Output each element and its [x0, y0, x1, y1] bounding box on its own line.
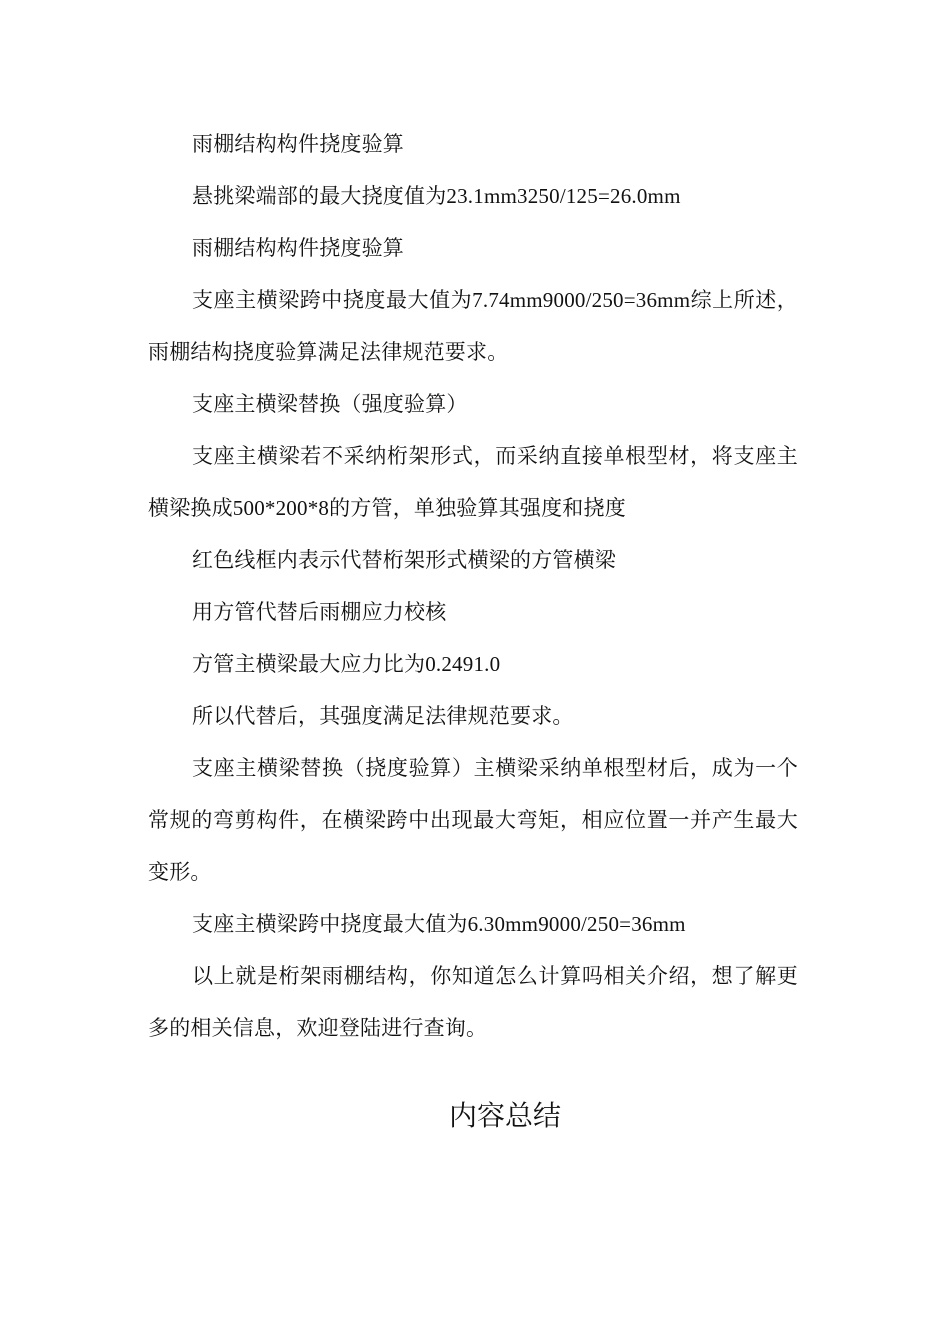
paragraph-cantilever-deflection: 悬挑梁端部的最大挠度值为23.1mm3250/125=26.0mm	[192, 184, 681, 208]
paragraph-main-beam-deflection: 支座主横梁跨中挠度最大值为7.74mm9000/250=36mm综上所述，雨棚结构挠度验算满足法律规范要求。	[148, 288, 798, 364]
paragraph-strength-conclusion: 所以代替后，其强度满足法律规范要求。	[192, 704, 574, 728]
document-body	[148, 118, 798, 1054]
section-title: 内容总结	[448, 1101, 561, 1132]
paragraph-max-stress-ratio: 方管主横梁最大应力比为0.2491.0	[192, 652, 501, 676]
paragraph-stress-check: 用方管代替后雨棚应力校核	[192, 600, 447, 624]
paragraph-beam-replacement-strength: 支座主横梁替换（强度验算）	[192, 392, 468, 416]
paragraph-closing: 以上就是桁架雨棚结构，你知道怎么计算吗相关介绍，想了解更多的相关信息，欢迎登陆进行查询。	[148, 964, 798, 1040]
paragraph-beam-replacement-deflection: 支座主横梁替换（挠度验算）主横梁采纳单根型材后，成为一个常规的弯剪构件，在横梁跨中出现最大弯矩，相应位置一并产生最大变形。	[148, 756, 798, 884]
paragraph-canopy-deflection-heading: 雨棚结构构件挠度验算	[192, 132, 404, 156]
paragraph-canopy-deflection-heading-2: 雨棚结构构件挠度验算	[192, 236, 404, 260]
paragraph-square-tube-replacement: 支座主横梁若不采纳桁架形式，而采纳直接单根型材，将支座主横梁换成500*200*8的方管，单独验算其强度和挠度	[148, 444, 798, 520]
paragraph-red-frame-note: 红色线框内表示代替桁架形式横梁的方管横梁	[192, 548, 616, 572]
paragraph-replaced-beam-deflection: 支座主横梁跨中挠度最大值为6.30mm9000/250=36mm	[192, 912, 686, 936]
